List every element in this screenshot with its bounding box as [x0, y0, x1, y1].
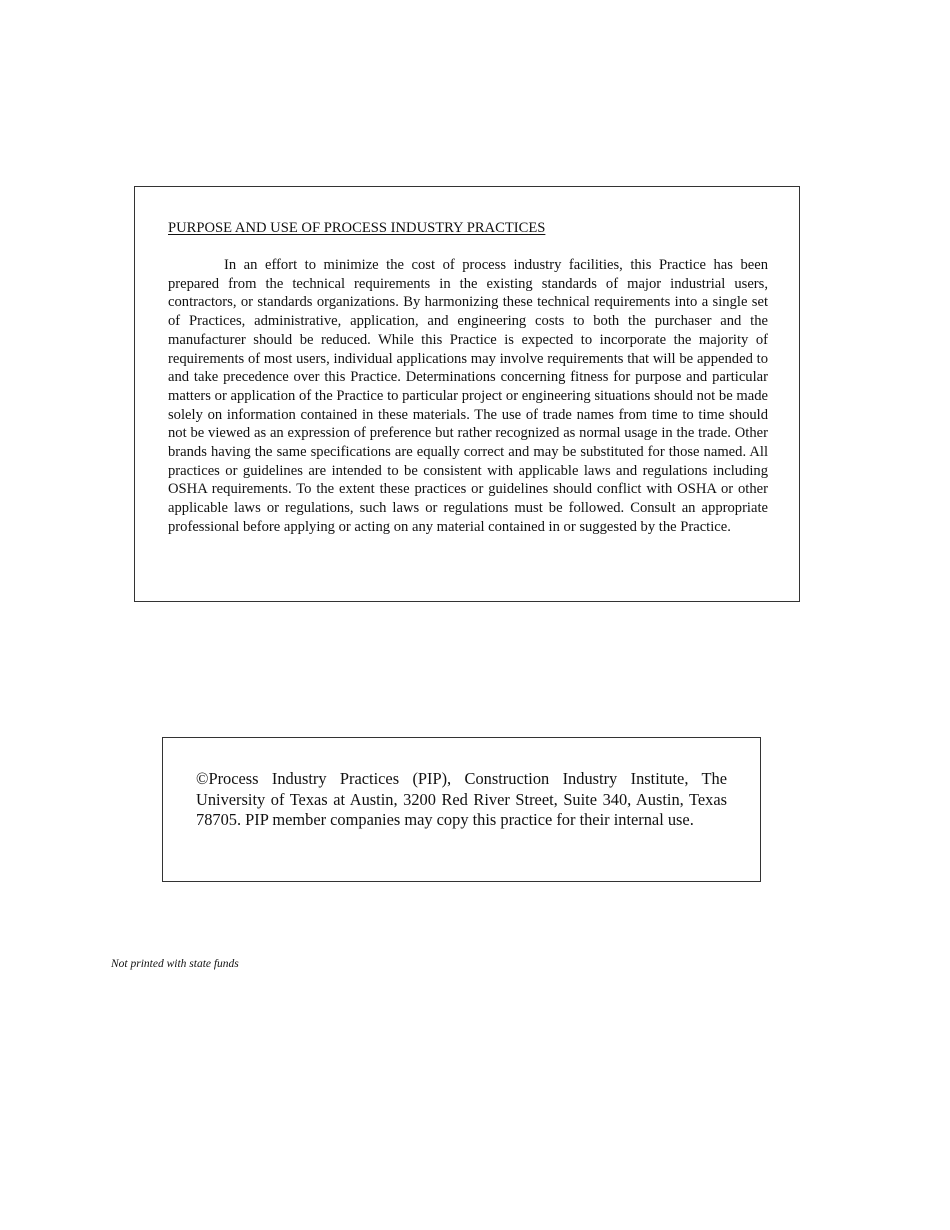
footer-note: Not printed with state funds: [111, 958, 239, 970]
purpose-section-body: In an effort to minimize the cost of process industry facilities, this Practice has been prepared from the technical requirements in the existing standards of major industrial users, contractors, or standards organizations. By harmonizing these technical requirements into a single set of Practices, administrative, application, and engineering costs to both the purchaser and the manufacturer should be reduced. While this Practice is expected to incorporate the majority of requirements of most users, individual applications may involve requirements that will be appended to and take precedence over this Practice. Determinations concerning fitness for purpose and particular matters or application of the Practice to particular project or engineering situations should not be made solely on information contained in these materials. The use of trade names from time to time should not be viewed as an expression of preference but rather recognized as normal usage in the trade. Other brands having the same specifications are equally correct and may be substituted for those named. All practices or guidelines are intended to be consistent with applicable laws and regulations including OSHA requirements. To the extent these practices or guidelines should conflict with OSHA or other applicable laws or regulations, such laws or regulations must be followed. Consult an appropriate professional before applying or acting on any material contained in or suggested by the Practice.: [168, 257, 768, 535]
copyright-notice-text: ©Process Industry Practices (PIP), Construction Industry Institute, The University of Texas at Austin, 3200 Red River Street, Suite 340, Austin, Texas 78705. PIP member companies may copy this practice for their internal use.: [196, 769, 727, 829]
purpose-section-box: [134, 186, 800, 602]
copyright-notice-box: [162, 737, 761, 882]
purpose-section-title: PURPOSE AND USE OF PROCESS INDUSTRY PRACTICES: [168, 220, 546, 236]
